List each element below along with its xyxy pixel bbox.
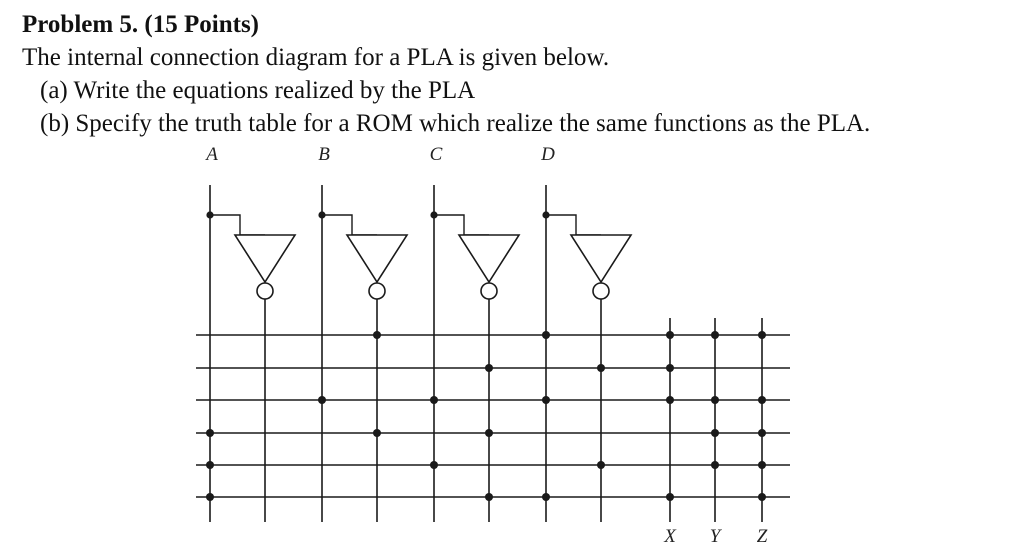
or-connection-dot — [758, 331, 766, 339]
output-label-y: Y — [709, 526, 721, 547]
and-connection-dot — [373, 429, 381, 437]
problem-intro: The internal connection diagram for a PLA is given below. — [22, 44, 610, 71]
and-connection-dot — [542, 396, 550, 404]
problem-title: Problem 5. (15 Points) — [22, 11, 260, 38]
and-connection-dot — [542, 493, 550, 501]
inverter-wire-c — [434, 215, 489, 235]
or-connection-dot — [711, 396, 719, 404]
inverter-b — [347, 235, 407, 282]
pla-grid — [196, 318, 790, 547]
and-connection-dot — [597, 364, 605, 372]
and-connection-dot — [430, 461, 438, 469]
and-connection-dot — [485, 429, 493, 437]
and-connection-dot — [318, 396, 326, 404]
and-connection-dot — [206, 493, 214, 501]
or-connection-dot — [758, 493, 766, 501]
and-connection-dot — [430, 396, 438, 404]
pla-connections — [206, 331, 766, 501]
output-label-x: X — [664, 526, 676, 547]
and-connection-dot — [206, 429, 214, 437]
problem-part-a: (a) Write the equations realized by the PLA — [40, 77, 476, 104]
inverter-d — [571, 235, 631, 282]
or-connection-dot — [758, 396, 766, 404]
inverter-bubble-a — [257, 283, 273, 299]
or-connection-dot — [666, 493, 674, 501]
inverter-wire-a — [210, 215, 265, 235]
and-connection-dot — [485, 493, 493, 501]
inverter-bubble-b — [369, 283, 385, 299]
and-connection-dot — [597, 461, 605, 469]
and-connection-dot — [542, 331, 550, 339]
or-connection-dot — [711, 331, 719, 339]
and-connection-dot — [485, 364, 493, 372]
input-label-d: D — [541, 144, 555, 165]
input-label-c: C — [429, 144, 443, 165]
and-connection-dot — [206, 461, 214, 469]
input-label-a: A — [206, 144, 218, 165]
inverter-wire-b — [322, 215, 377, 235]
or-connection-dot — [758, 429, 766, 437]
or-connection-dot — [666, 364, 674, 372]
inverter-bubble-c — [481, 283, 497, 299]
and-connection-dot — [373, 331, 381, 339]
inverter-bubble-d — [593, 283, 609, 299]
inverter-wire-d — [546, 215, 601, 235]
output-label-z: Z — [756, 526, 768, 547]
or-connection-dot — [711, 429, 719, 437]
inverter-a — [235, 235, 295, 282]
or-connection-dot — [666, 396, 674, 404]
or-connection-dot — [666, 331, 674, 339]
or-connection-dot — [711, 461, 719, 469]
inverter-c — [459, 235, 519, 282]
or-connection-dot — [758, 461, 766, 469]
problem-part-b: (b) Specify the truth table for a ROM which realize the same functions as the PLA. — [40, 110, 871, 137]
input-label-b: B — [318, 144, 330, 165]
